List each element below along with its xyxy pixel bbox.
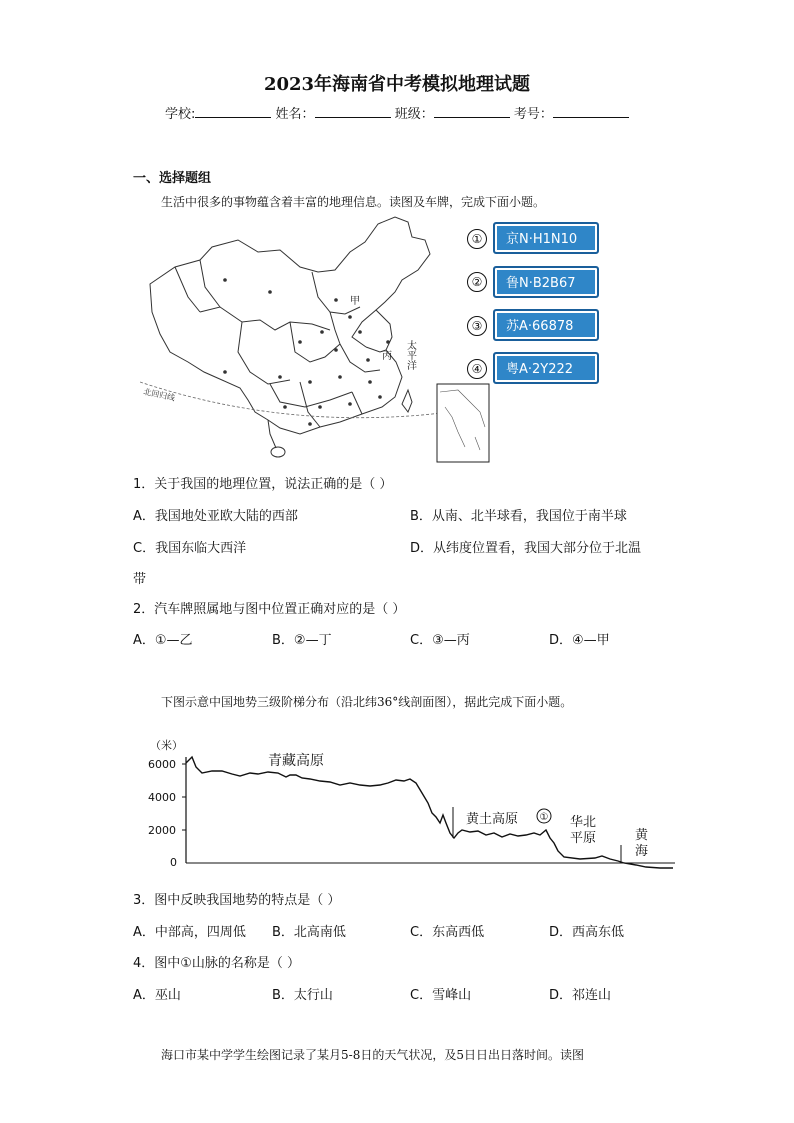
name-blank: [315, 105, 391, 118]
school-label: 学校:: [165, 107, 196, 122]
question-2-option-b: B．②—丁: [272, 633, 332, 648]
group1-lead: 生活中很多的事物蕴含着丰富的地理信息。读图及车牌，完成下面小题。: [161, 195, 546, 209]
question-1-option-d: D．从纬度位置看，我国大部分位于北温: [410, 541, 642, 556]
mountain-marker: ①: [539, 812, 549, 823]
profile-unit: （米）: [150, 739, 183, 752]
license-plate-2: 鲁N·B2B67: [493, 266, 599, 298]
map-label-jia: 甲: [350, 296, 360, 307]
question-3-stem: 3．图中反映我国地势的特点是（ ）: [133, 893, 341, 908]
license-plate-3: 苏A·66878: [493, 309, 599, 341]
school-blank: [195, 105, 271, 118]
south-sea-inset: [437, 384, 489, 462]
tick-4000: 4000: [148, 791, 176, 804]
label-north-china-plain-2: 平原: [570, 831, 597, 846]
question-1-option-b: B．从南、北半球看，我国位于南半球: [410, 509, 627, 524]
question-2-option-d: D．④—甲: [549, 633, 610, 648]
label-yellow-sea-2: 海: [635, 844, 649, 859]
question-3-option-a: A．中部高，四周低: [133, 925, 246, 940]
question-4-option-d: D．祁连山: [549, 988, 612, 1003]
question-3-option-d: D．西高东低: [549, 925, 625, 940]
tick-6000: 6000: [148, 758, 176, 771]
class-label: 班级：: [394, 107, 434, 122]
question-4-stem: 4．图中①山脉的名称是（ ）: [133, 956, 301, 971]
tick-2000: 2000: [148, 824, 176, 837]
id-label: 考号：: [513, 107, 553, 122]
student-info-line: [165, 103, 629, 122]
question-4-option-a: A．巫山: [133, 988, 181, 1003]
label-loess-plateau: 黄土高原: [466, 812, 519, 827]
tick-0: 0: [170, 856, 177, 869]
label-qinghai-tibet-plateau: 青藏高原: [268, 753, 324, 769]
terrain-profile-line: [186, 757, 673, 868]
plate-number-3: ③: [467, 316, 487, 336]
plate-number-4: ④: [467, 359, 487, 379]
license-plate-4: 粤A·2Y222: [493, 352, 599, 384]
question-1-stem: 1．关于我国的地理位置，说法正确的是（ ）: [133, 477, 393, 492]
label-yellow-sea-1: 黄: [635, 828, 649, 843]
question-4-option-b: B．太行山: [272, 988, 333, 1003]
section-heading: 一、选择题组: [133, 171, 212, 186]
plate-number-1: ①: [467, 229, 487, 249]
question-1-option-c: C．我国东临大西洋: [133, 541, 247, 556]
china-map: [140, 212, 495, 464]
question-1-option-d-continued: 带: [133, 572, 147, 587]
plate-number-2: ②: [467, 272, 487, 292]
license-plate-1: 京N·H1N10: [493, 222, 599, 254]
map-label-bing: 丙: [382, 351, 392, 362]
question-3-option-c: C．东高西低: [410, 925, 485, 940]
label-north-china-plain-1: 华北: [570, 815, 597, 830]
name-label: 姓名：: [275, 107, 315, 122]
page-title: 2023年海南省中考模拟地理试题: [263, 74, 531, 95]
group3-lead: 海口市某中学学生绘图记录了某月5-8日的天气状况，及5日日出日落时间。读图: [161, 1048, 584, 1062]
question-2-option-c: C．③—丙: [410, 633, 470, 648]
question-2-stem: 2．汽车牌照属地与图中位置正确对应的是（ ）: [133, 602, 406, 617]
tropic-label: 北回归线: [142, 387, 176, 403]
question-2-option-a: A．①—乙: [133, 633, 193, 648]
question-4-option-c: C．雪峰山: [410, 988, 472, 1003]
map-label-pacific: 太平洋: [404, 340, 416, 370]
class-blank: [434, 105, 510, 118]
question-1-option-a: A．我国地处亚欧大陆的西部: [133, 509, 298, 524]
question-3-option-b: B．北高南低: [272, 925, 346, 940]
id-blank: [553, 105, 629, 118]
terrain-profile-chart: [140, 735, 680, 875]
group2-lead: 下图示意中国地势三级阶梯分布（沿北纬36°线剖面图），据此完成下面小题。: [161, 695, 573, 709]
